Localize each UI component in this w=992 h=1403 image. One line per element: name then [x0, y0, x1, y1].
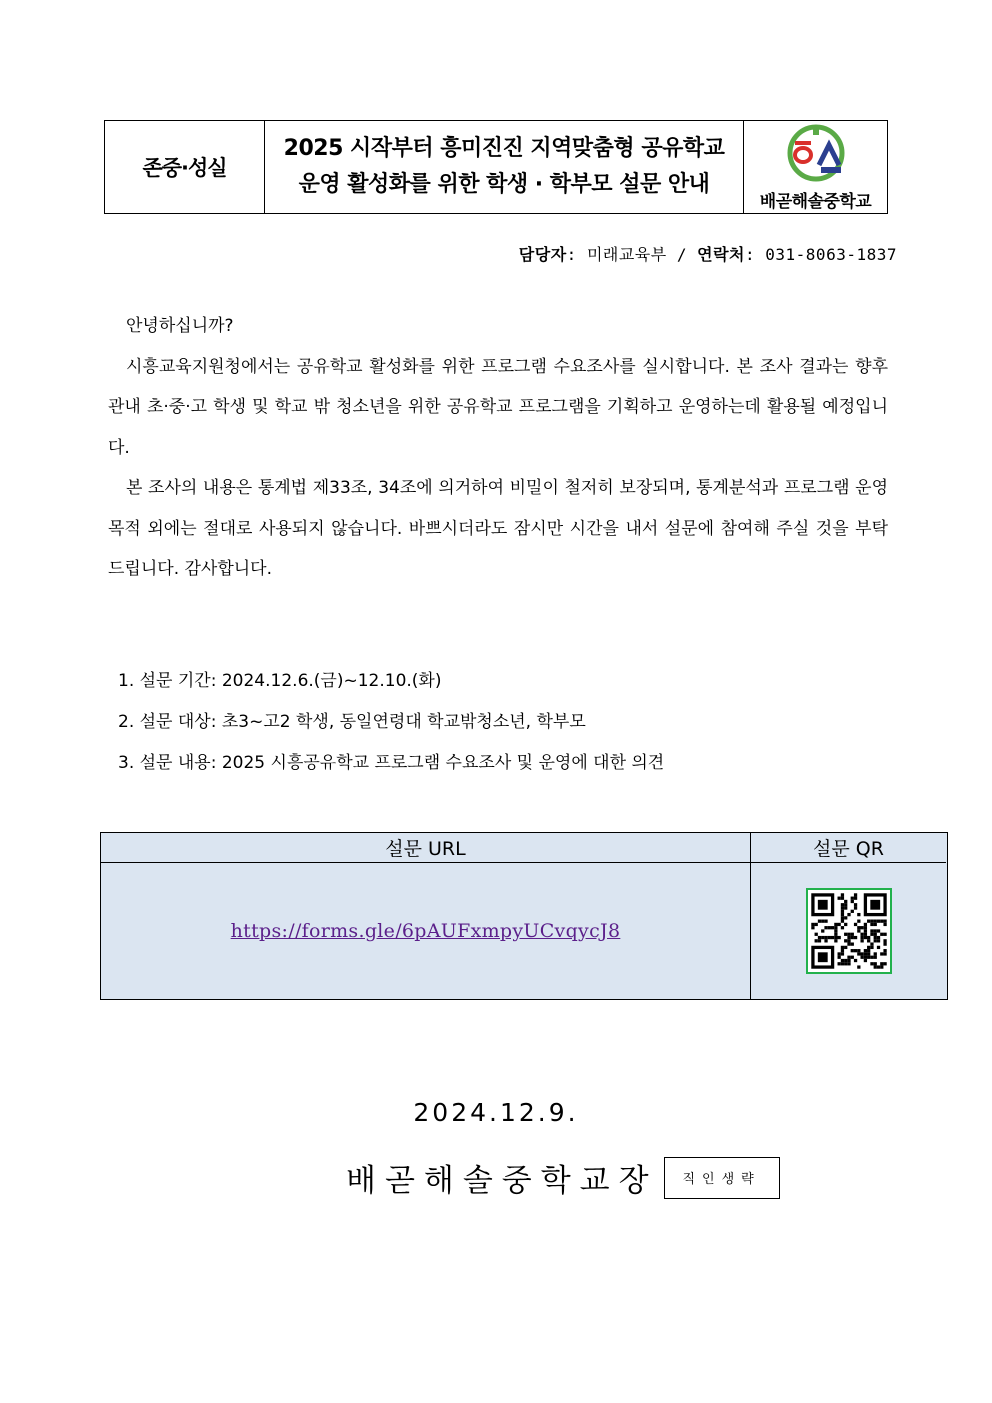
- list-item: [118, 743, 664, 784]
- letter-body: [108, 306, 888, 590]
- header-table: [104, 120, 888, 214]
- qr-cell: [751, 863, 946, 999]
- phone-label: 연락처: [697, 245, 745, 264]
- paragraph-2: 본 조사의 내용은 통계법 제33조, 34조에 의거하여 비밀이 철저히 보장되며, 통계분석과 프로그램 운영 목적 외에는 절대로 사용되지 않습니다. 바쁘시더라도 잠시만 시간을 내서 설문에 참여해 주실 것을 부탁드립니다. 감사합니다.: [108, 478, 888, 579]
- document-date: 2024.12.9.: [413, 1098, 579, 1127]
- item-label: 2. 설문 대상:: [118, 712, 222, 732]
- school-logo: [744, 121, 887, 213]
- signature-block: [346, 1155, 780, 1200]
- item-label: 3. 설문 내용:: [118, 753, 222, 773]
- title-line-1: 2025 시작부터 흥미진진 지역맞춤형 공유학교: [283, 136, 725, 161]
- document-title: [265, 121, 744, 213]
- list-item: [118, 702, 664, 743]
- title-line-2: 운영 활성화를 위한 학생 · 학부모 설문 안내: [298, 172, 710, 197]
- paragraph-1: 시흥교육지원청에서는 공유학교 활성화를 위한 프로그램 수요조사를 실시합니다. 본 조사 결과는 향후 관내 초·중·고 학생 및 학교 밖 청소년을 위한 공유학교 프로그램을 기획하고 운영하는데 활용될 예정입니다.: [108, 356, 888, 458]
- owner-label: 담당자: [518, 245, 567, 264]
- item-value: 2024.12.6.(금)~12.10.(화): [221, 671, 442, 691]
- list-item: [118, 661, 664, 702]
- phone-value: : 031-8063-1837: [745, 245, 897, 264]
- school-emblem-icon: [781, 123, 851, 187]
- survey-details-list: [118, 661, 664, 784]
- survey-link[interactable]: https://forms.gle/6pAUFxmpyUCvqycJ8: [230, 920, 621, 942]
- qr-column-header: 설문 QR: [751, 833, 946, 863]
- survey-table: [100, 832, 948, 1000]
- qr-code-icon[interactable]: [806, 888, 892, 974]
- greeting: 안녕하십니까?: [126, 316, 234, 336]
- item-value: 2025 시흥공유학교 프로그램 수요조사 및 운영에 대한 의견: [221, 753, 665, 773]
- contact-line: [519, 242, 897, 265]
- item-value: 초3~고2 학생, 동일연령대 학교밖청소년, 학부모: [221, 712, 586, 732]
- item-label: 1. 설문 기간:: [118, 671, 222, 691]
- school-motto: 존중·성실: [105, 121, 265, 213]
- school-logo-name: 배곧해솔중학교: [759, 191, 872, 212]
- url-cell: [101, 863, 751, 999]
- principal-title: 배곧해솔중학교장: [346, 1163, 658, 1199]
- url-column-header: 설문 URL: [101, 833, 751, 863]
- owner-value: : 미래교육부 /: [566, 245, 698, 264]
- seal-omitted-box: 직인생략: [664, 1157, 780, 1199]
